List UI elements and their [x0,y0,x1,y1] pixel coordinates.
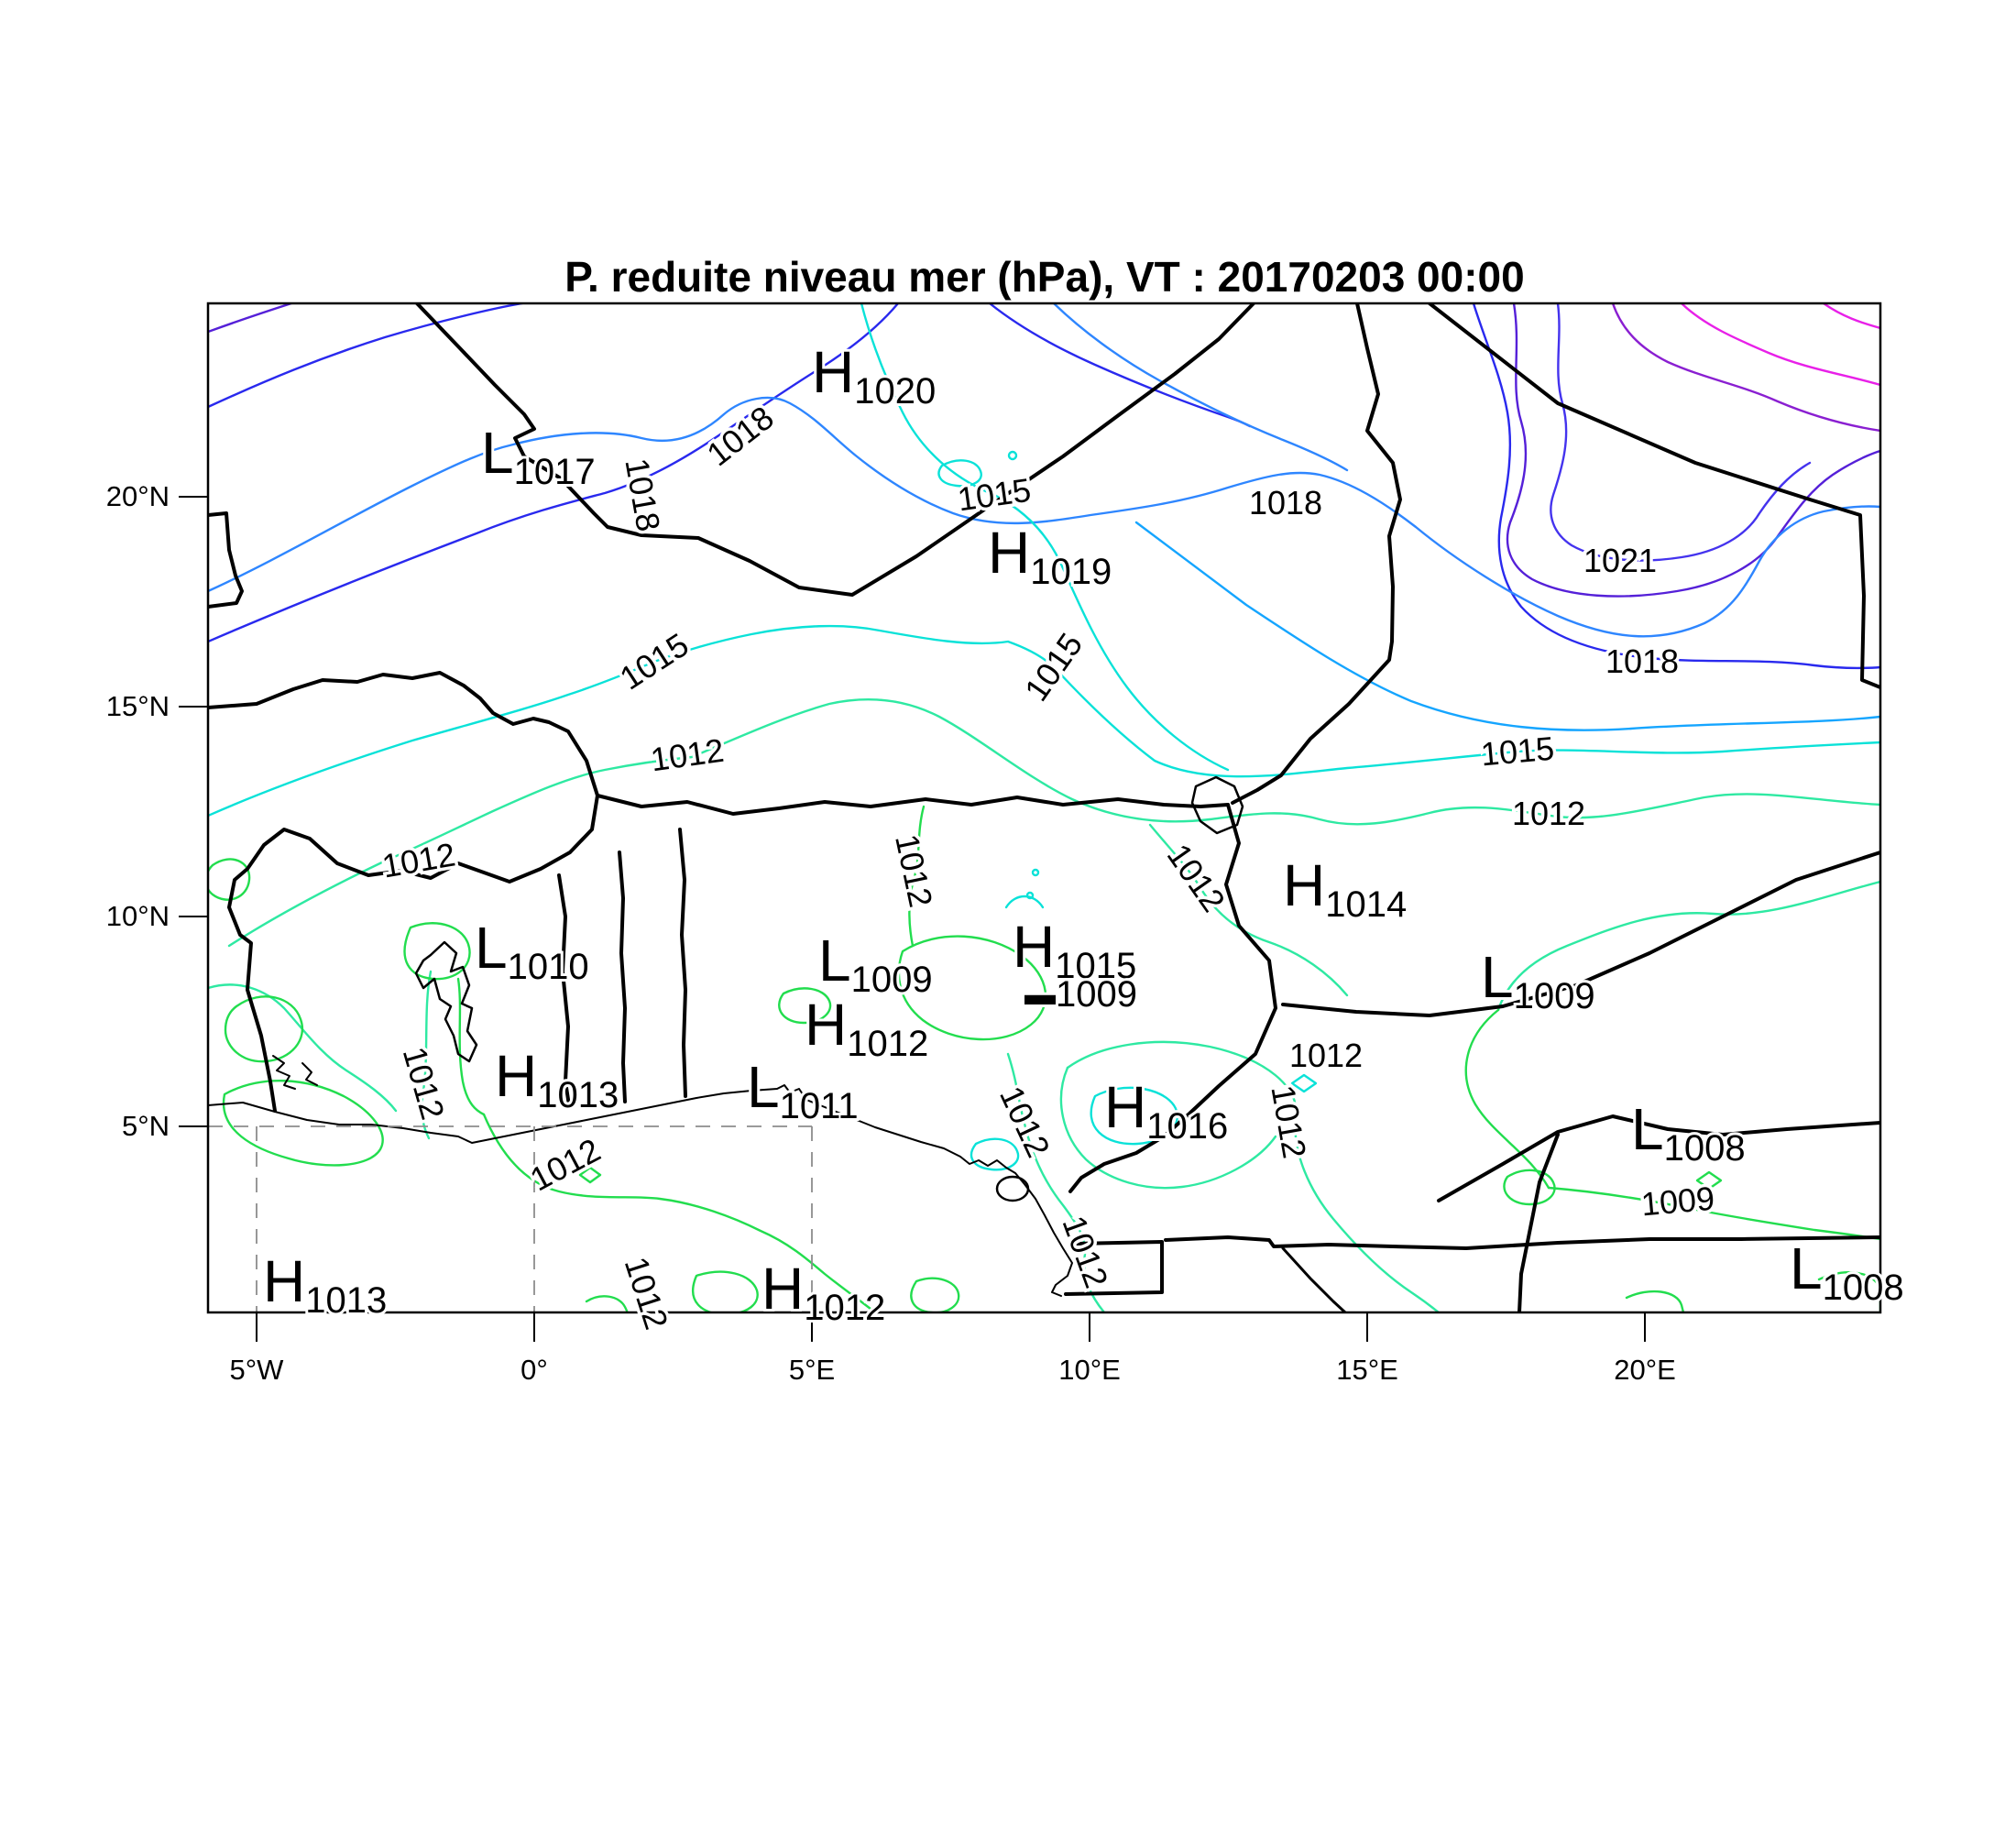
pressure-center-low-1010-4: L1010 [475,915,589,987]
contour-label-1012-12: 1012 [888,830,940,911]
contour-label-1012-13: 1012 [1159,837,1233,919]
pressure-center-low-1011-11: L1011 [747,1054,859,1126]
pressure-center-high-1013-10: H1013 [495,1043,619,1115]
contour-label-1012-20: 1012 [1055,1211,1116,1293]
lat-tick-label-2: 10°N [105,900,170,932]
contour-label-1015-2: 1015 [955,470,1034,519]
contour-label-1012-15: 1012 [1288,1037,1364,1074]
contour-label-1015-8: 1015 [1479,729,1556,774]
lon-tick-label-4: 15°E [1336,1354,1398,1386]
pressure-center-low-1009-5: L1009 [818,927,933,1000]
figure-title: P. reduite niveau mer (hPa), VT : 20170203 00:00 [564,253,1525,301]
pressure-center-low-1008-13: L1008 [1631,1096,1746,1169]
contour-label-1012-9: 1012 [648,730,727,779]
pressure-center-high-1012-9: H1012 [805,992,929,1064]
pressure-center-high-1019-2: H1019 [988,520,1112,592]
contour-label-1012-11: 1012 [378,835,458,885]
lon-tick-label-3: 10°E [1058,1354,1121,1386]
contour-label-1018-3: 1018 [1248,484,1323,521]
contour-label-1012-14: 1012 [395,1042,453,1125]
pressure-center-low-1008-16: L1008 [1790,1235,1904,1308]
contour-label-1012-19: 1012 [617,1252,676,1334]
lon-tick-label-1: 0° [520,1354,548,1386]
contour-label-1018-1: 1018 [618,455,668,534]
contour-label-1021-4: 1021 [1583,542,1658,579]
pressure-center-high-1012-15: H1012 [761,1256,886,1328]
contour-label-1012-18: 1012 [523,1130,607,1199]
contour-label-1012-16: 1012 [992,1080,1057,1163]
lat-tick-label-1: 15°N [105,690,170,722]
lon-tick-label-0: 5°W [229,1354,284,1386]
lat-tick-label-0: 20°N [105,480,170,512]
contour-label-1009-21: 1009 [1639,1179,1716,1224]
lat-tick-label-3: 5°N [121,1110,170,1142]
pressure-center-mark-1009-7: ▬1009 [1024,974,1137,1015]
contour-label-1012-17: 1012 [1264,1081,1314,1161]
contour-label-1018-0: 1018 [699,398,781,474]
contour-label-1015-7: 1015 [1016,626,1090,708]
pressure-center-high-1020-0: H1020 [812,339,937,412]
contour-label-1018-5: 1018 [1605,642,1680,680]
contour-label-1012-10: 1012 [1511,795,1586,832]
pressure-center-low-1009-8: L1009 [1481,944,1595,1016]
pressure-center-high-1014-3: H1014 [1283,852,1408,925]
contour-label-1015-6: 1015 [612,625,696,697]
pressure-center-high-1015-6: H1015 [1013,914,1137,986]
lon-tick-label-5: 20°E [1614,1354,1676,1386]
pressure-center-high-1013-14: H1013 [263,1248,388,1321]
pressure-center-high-1016-12: H1016 [1104,1074,1229,1147]
pressure-center-low-1017-1: L1017 [481,420,596,492]
lon-tick-label-2: 5°E [788,1354,836,1386]
